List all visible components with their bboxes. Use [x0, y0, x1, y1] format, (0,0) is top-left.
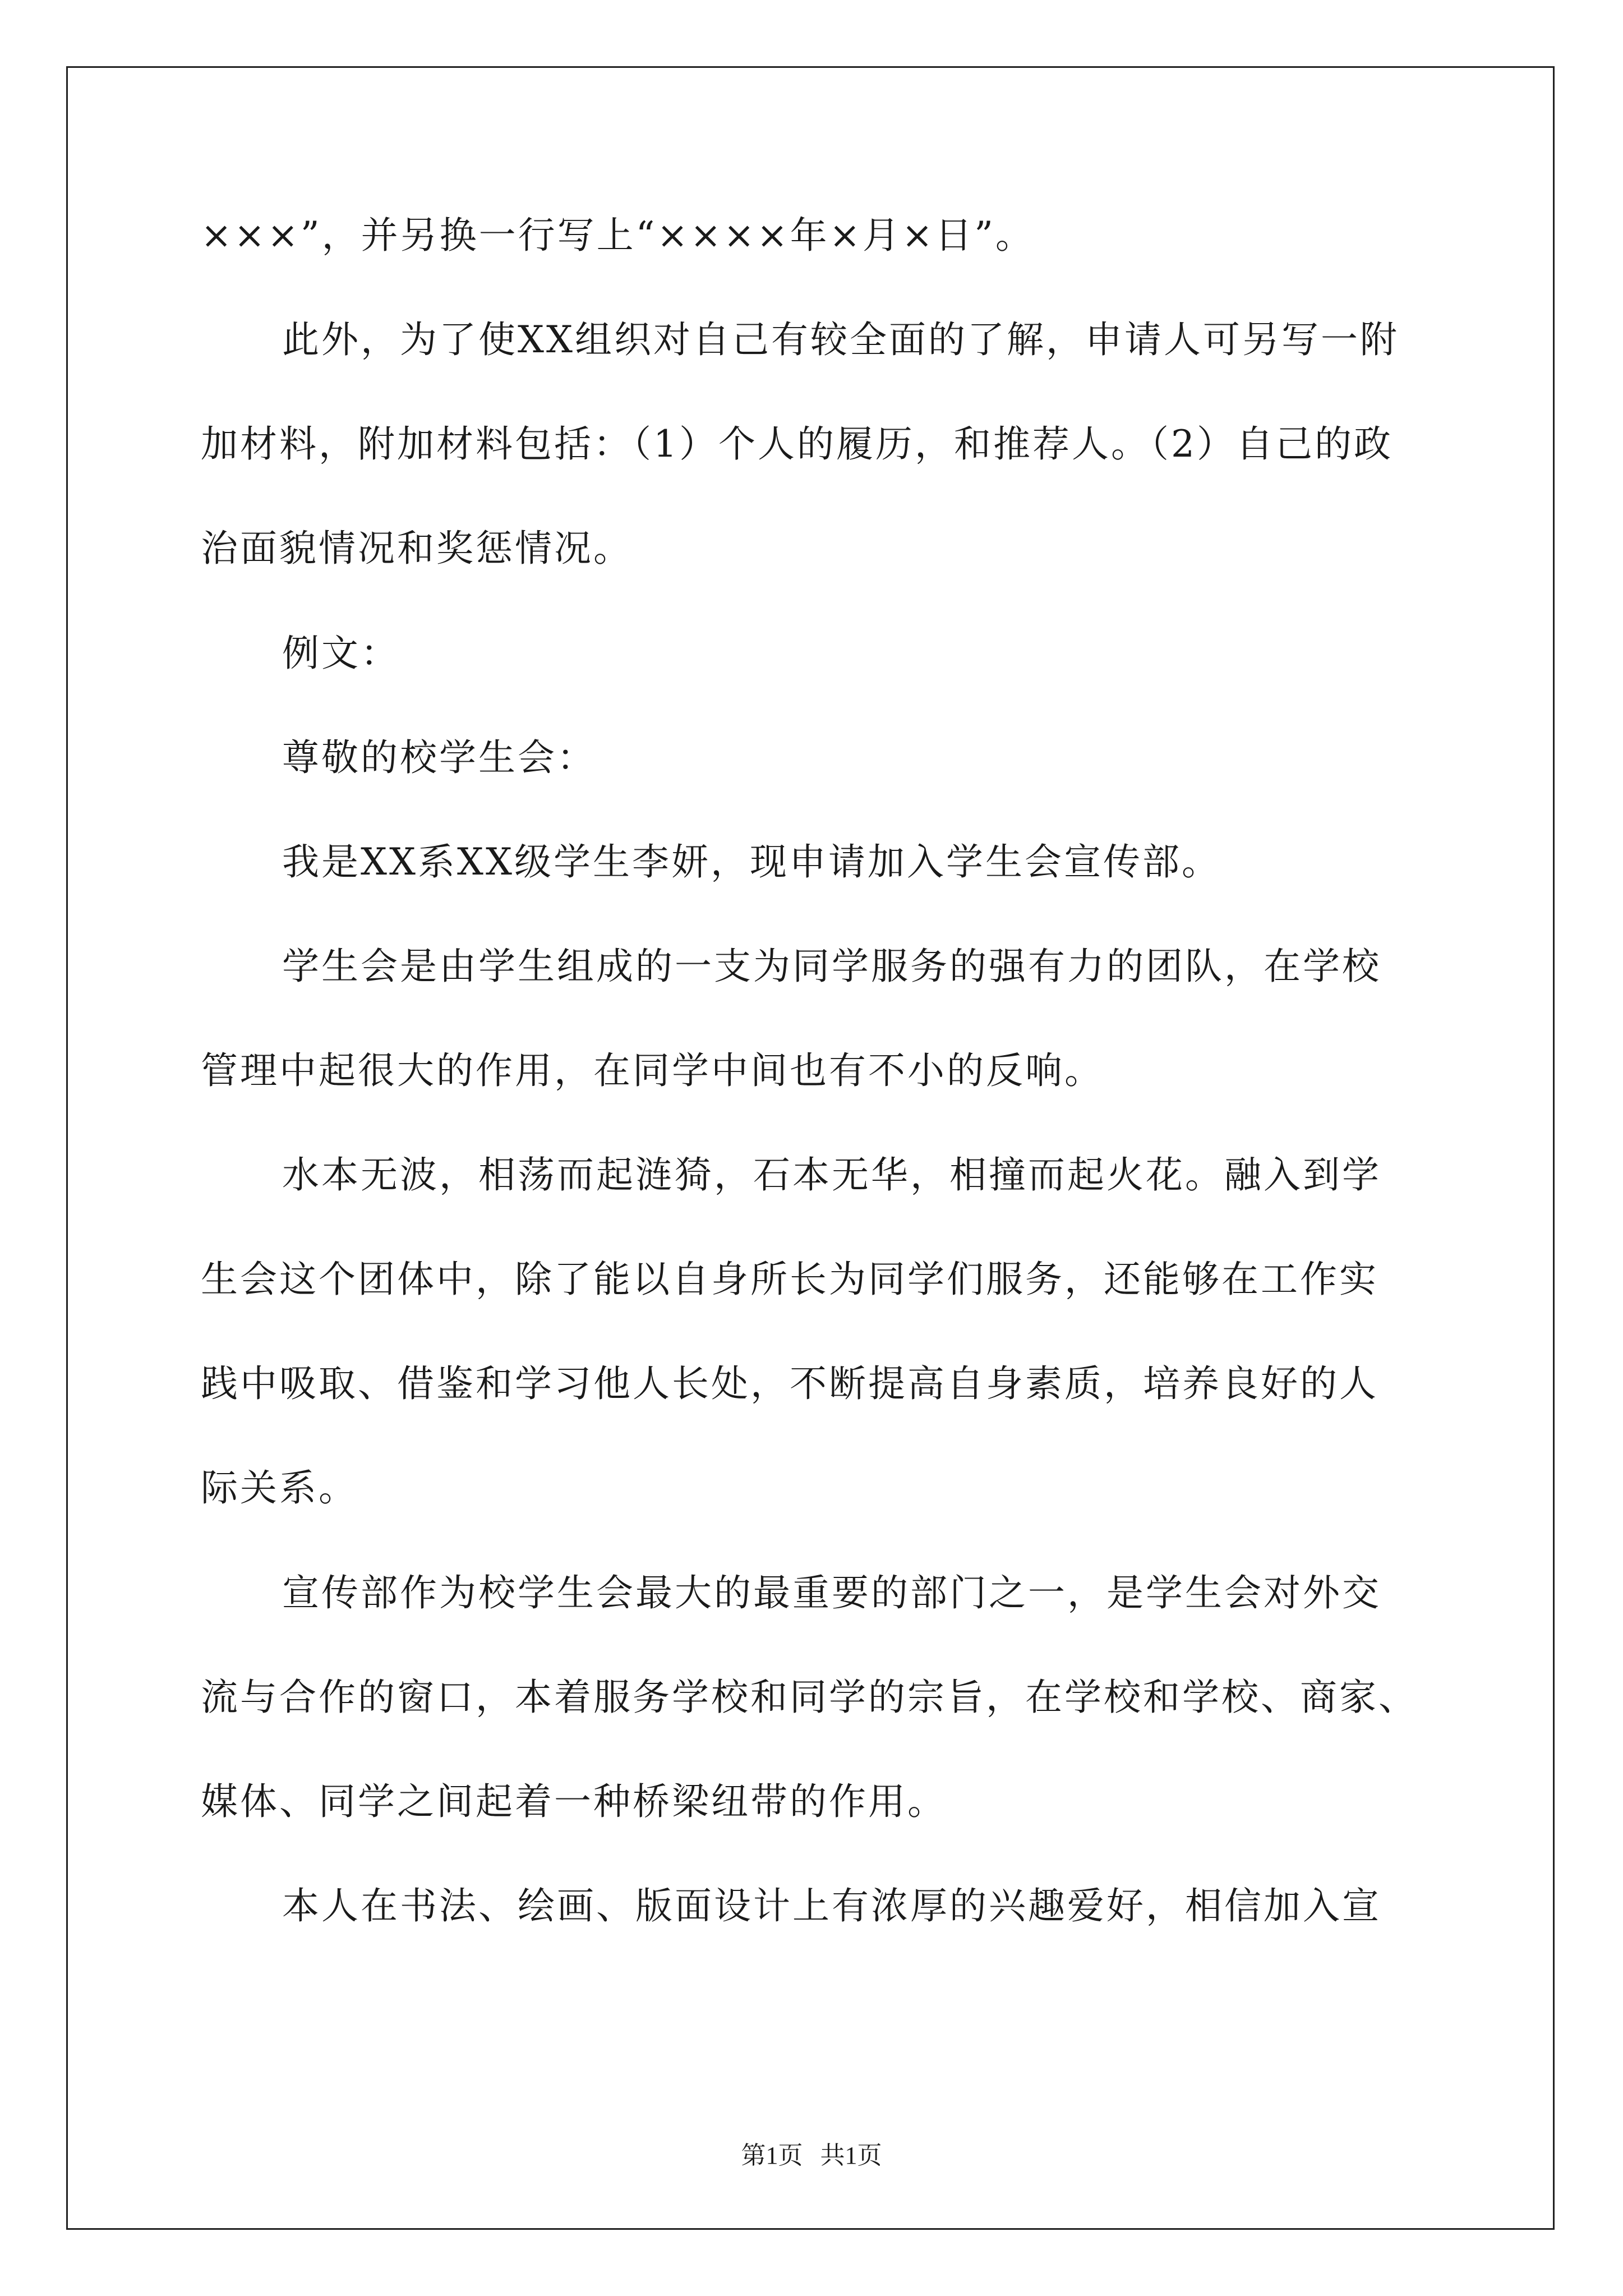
page-count: 共1页: [820, 2142, 882, 2169]
text-line: 媒体、同学之间起着一种桥梁纽带的作用。: [201, 1780, 947, 1823]
text-line: 际关系。: [201, 1466, 358, 1510]
salutation: 尊敬的校学生会：: [282, 736, 596, 779]
text-line: 流与合作的窗口，本着服务学校和同学的宗旨，在学校和学校、商家、: [201, 1676, 1418, 1719]
text-line: 管理中起很大的作用，在同学中间也有不小的反响。: [201, 1049, 1104, 1092]
paragraph-start: 此外，为了使XX组织对自己有较全面的了解，申请人可另写一附: [282, 318, 1399, 361]
paragraph-start: 例文：: [282, 632, 400, 675]
page-footer: [0, 2140, 1623, 2171]
text-line: 治面貌情况和奖惩情况。: [201, 527, 633, 570]
text-line: 加材料，附加材料包括：（1）个人的履历，和推荐人。（2）自己的政: [201, 422, 1393, 466]
paragraph-start: 水本无波，相荡而起涟猗，石本无华，相撞而起火花。融入到学: [282, 1153, 1381, 1197]
paragraph-start: 宣传部作为校学生会最大的最重要的部门之一，是学生会对外交: [282, 1571, 1381, 1614]
paragraph-start: 学生会是由学生组成的一支为同学服务的强有力的团队，在学校: [282, 945, 1381, 988]
paragraph-start: 我是XX系XX级学生李妍，现申请加入学生会宣传部。: [282, 840, 1221, 884]
paragraph-start: 本人在书法、绘画、版面设计上有浓厚的兴趣爱好，相信加入宣: [282, 1884, 1381, 1927]
page-number: 第1页: [741, 2142, 803, 2169]
text-line: 践中吸取、借鉴和学习他人长处，不断提高自身素质，培养良好的人: [201, 1362, 1378, 1405]
text-line: ×××”，并另换一行写上“××××年×月×日”。: [201, 214, 1035, 257]
text-line: 生会这个团体中，除了能以自身所长为同学们服务，还能够在工作实: [201, 1258, 1378, 1301]
